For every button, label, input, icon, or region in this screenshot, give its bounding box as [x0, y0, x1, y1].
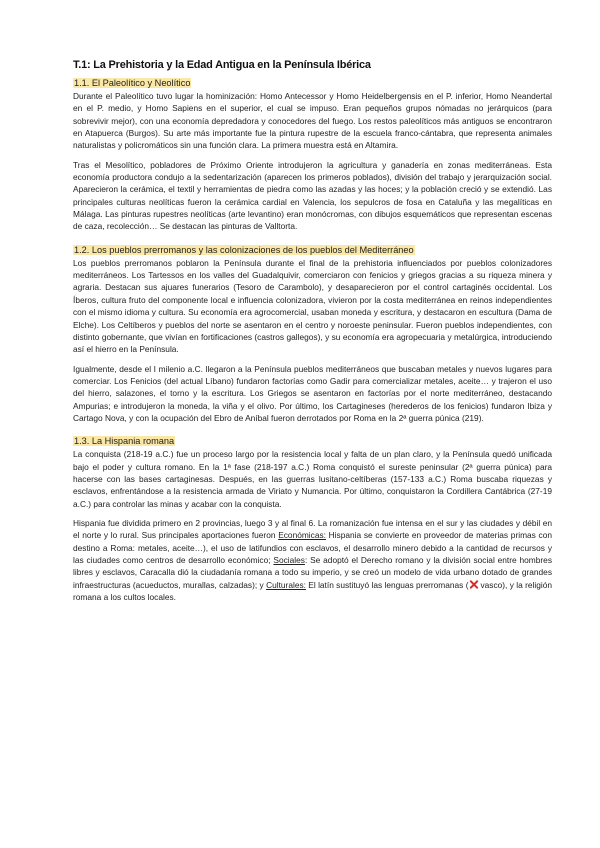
underlined-economicas: Económicas: [278, 530, 326, 541]
paragraph-3-2: Hispania fue dividida primero en 2 provincias, luego 3 y al final 6. La romanización fue intensa en el sur y las ciudades y débil en el norte y lo rural. Sus principales aportaciones fueron Económicas: Hispania se convierte en proveedor de materias primas con destino a Roma: metales, aceite…), el uso de latifundios con esclavos, el desarrollo minero debido a la cantidad de recursos y las ciudades como centros de desarrollo económico; Sociales: Se adoptó el Derecho romano y la división social entre hombres libres y esclavos, Caracalla dió la ciudadanía romana a todo su imperio, y se creó un modelo de vida urbano dotado de grandes infraestructuras (acueductos, murallas, calzadas); y Culturales: El latín sustituyó las lenguas prerromanas ( vasco), y la religión romana a los cultos locales. [73, 517, 552, 603]
page-title: T.1: La Prehistoria y la Edad Antigua en la Península Ibérica [73, 59, 371, 71]
underlined-culturales: Culturales: [266, 579, 306, 590]
paragraph-2-1: Los pueblos prerromanos poblaron la Península durante el final de la prehistoria influenciados por pueblos colonizadores mediterráneos. Los Tartessos en los valles del Guadalquivir, comerciaron con fenicios y griegos gracias a su riqueza minera y agraria. Destacan sus ajuares funerarios (Tesoro de Carambolo), y desaparecieron por el control cartaginés occidental. Los Íberos, cultura fruto del componente local e influencia colonizadora, vivieron por la costa mediterránea en reinos independientes con el mismo idioma y cultura. Su economía era agrocomercial, usaban moneda y escritura, y destacaron en escultura (Dama de Elche). Los Celtíberos y pueblos del norte se asentaron en el centro y noroeste peninsular. Fueron pueblos independientes, con distinto gobernante, que vivían en fortificaciones (castros gallegos), y su economía era agropecuaria y metalúrgica, introduciendo así el hierro en la Península. [73, 257, 552, 355]
section-heading-3: 1.3. La Hispania romana [74, 436, 175, 447]
red-x-icon [469, 580, 479, 589]
underlined-sociales: Sociales [273, 555, 305, 565]
section-heading-1: 1.1. El Paleolítico y Neolítico [74, 78, 191, 88]
paragraph-1-2: Tras el Mesolítico, pobladores de Próximo Oriente introdujeron la agricultura y ganadería en zonas mediterráneas. Esta economía productora condujo a la sedentarización (aparecen los primeros poblados), división del trabajo y jerarquización social. Aparecieron la cerámica, el textil y herramientas de piedra como las azadas y las hoces; y la población creció y se extendió. Las principales culturas neolíticas fueron la cerámica cardial en Valencia, los sepulcros de fosa en Cataluña y las megalíticas en Málaga. Las pinturas rupestres neolíticas (arte levantino) eran monócromas, con dibujos esquemáticos que representan escenas de caza, recolección… Se destacan las pinturas de Valltorta. [73, 159, 552, 232]
paragraph-1-1: Durante el Paleolítico tuvo lugar la hominización: Homo Antecessor y Homo Heidelbergensis en el P. inferior, Homo Neandertal en el P. medio, y Homo Sapiens en el superior, el cual se impuso. Eran pequeños grupos nómadas no jerárquicos (para sobrevivir mejor), con una economía depredadora y conocedores del fuego. Los restos paleolíticos más antiguos se encontraron en Atapuerca (Burgos). Su arte más importante fue la pintura rupestre de la escuela franco-cántabra, que representa animales naturalistas y policromáticos sin una función clara. La primera muestra está en Altamira. [73, 91, 552, 151]
paragraph-2-2: Igualmente, desde el I milenio a.C. llegaron a la Península pueblos mediterráneos que buscaban metales y nuevos lugares para comerciar. Los Fenicios (del actual Líbano) fundaron factorías como Gadir para comercializar metales, aceite… y trajeron el uso del hierro, salazones, el torno y la escritura. Los Griegos se asentaron en factorías por el norte mediterráneo, destacando Ampurias; e introdujeron la moneda, la viña y el olivo. Por último, los Cartagineses (herederos de los fenicios) fundaron Ibiza y Cartago Nova, y con la ocupación del Ebro de Aníbal fueron derrotados por Roma en la 2ª guerra púnica (219). [73, 363, 552, 423]
section-heading-2: 1.2. Los pueblos prerromanos y las colonizaciones de los pueblos del Mediterráneo [74, 244, 414, 255]
paragraph-3-1: La conquista (218-19 a.C.) fue un proceso largo por la resistencia local y falta de un plan claro, y la Península quedó unificada bajo el poder y cultura romano. En la 1ª fase (218-197 a.C.) Roma conquistó el sureste peninsular (2ª guerra púnica) para hacerse con las bases cartaginesas. Después, en las guerras lusitano-celtíberas (157-133 a.C.) Roma buscaba riquezas y esclavos, enfrentándose a la resistencia armada de Viriato y Numancia. Por último, conquistaron la Cordillera Cantábrica (27-19 a.C.) para controlar las minas y acabar con la conquista. [73, 449, 552, 509]
